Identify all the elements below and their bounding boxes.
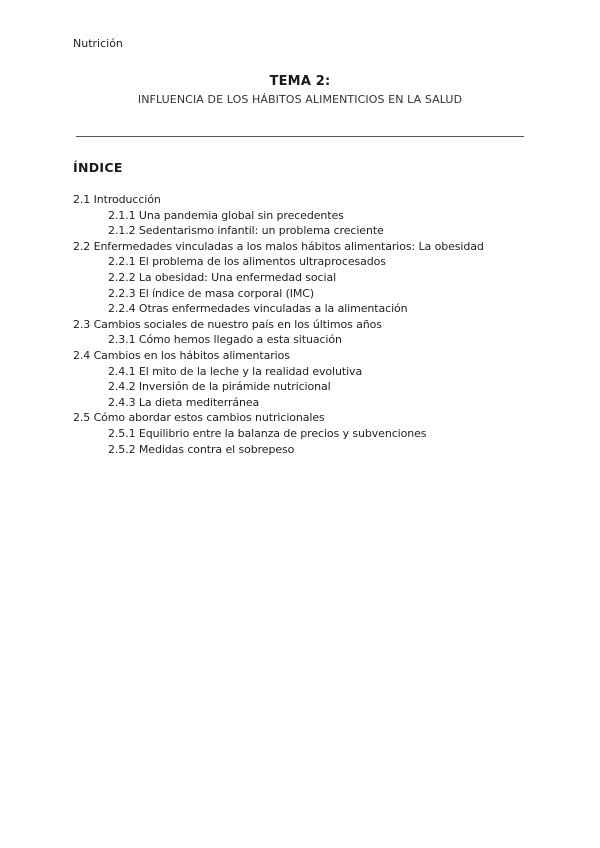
table-of-contents <box>73 192 543 457</box>
toc-section-entry: 2.1 Introducción <box>73 193 161 206</box>
document-subtitle: INFLUENCIA DE LOS HÁBITOS ALIMENTICIOS EN LA SALUD <box>137 93 463 106</box>
toc-heading: ÍNDICE <box>73 160 123 175</box>
toc-section-entry: 2.2 Enfermedades vinculadas a los malos hábitos alimentarios: La obesidad <box>73 239 484 253</box>
toc-subsection-entry: 2.2.3 El índice de masa corporal (IMC) <box>108 286 315 300</box>
toc-subsection-entry: 2.3.1 Cómo hemos llegado a esta situación <box>108 333 342 347</box>
toc-subsection-entry: 2.1.2 Sedentarismo infantil: un problema creciente <box>108 224 384 238</box>
toc-subsection-entry: 2.4.3 La dieta mediterránea <box>108 395 260 409</box>
document-title: TEMA 2: <box>269 74 331 89</box>
running-header: Nutrición <box>73 37 123 50</box>
toc-subsection-entry: 2.4.2 Inversión de la pirámide nutricional <box>108 380 331 394</box>
toc-subsection-entry: 2.2.2 La obesidad: Una enfermedad social <box>108 270 337 284</box>
toc-section-entry: 2.3 Cambios sociales de nuestro país en los últimos años <box>73 317 382 331</box>
title-divider <box>76 136 524 137</box>
toc-subsection-entry: 2.1.1 Una pandemia global sin precedentes <box>108 208 344 222</box>
toc-section-entry: 2.5 Cómo abordar estos cambios nutricionales <box>73 411 325 425</box>
toc-subsection-entry: 2.2.4 Otras enfermedades vinculadas a la alimentación <box>108 302 408 316</box>
toc-subsection-entry: 2.4.1 El mito de la leche y la realidad evolutiva <box>108 364 363 378</box>
toc-section-entry: 2.4 Cambios en los hábitos alimentarios <box>73 348 290 362</box>
toc-subsection-entry: 2.2.1 El problema de los alimentos ultraprocesados <box>108 255 386 269</box>
toc-subsection-entry: 2.5.1 Equilibrio entre la balanza de precios y subvenciones <box>108 426 427 440</box>
toc-subsection-entry: 2.5.2 Medidas contra el sobrepeso <box>108 442 295 456</box>
